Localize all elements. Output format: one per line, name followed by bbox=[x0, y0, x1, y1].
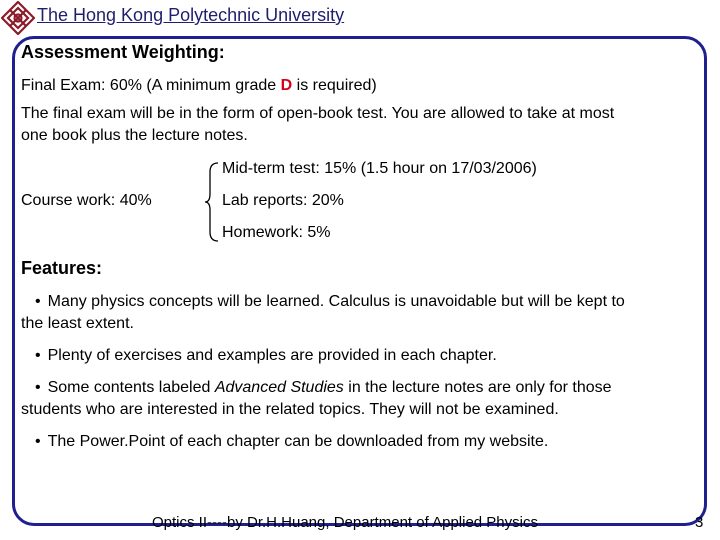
feature-text: Many physics concepts will be learned. Calculus is unavoidable but will be kept to bbox=[47, 293, 625, 310]
feature-text: The Power.Point of each chapter can be downloaded from my website. bbox=[47, 433, 549, 450]
component-midterm: Mid-term test: 15% (1.5 hour on 17/03/2006) bbox=[222, 160, 537, 177]
features-heading: Features: bbox=[21, 258, 103, 278]
final-exam-line bbox=[21, 75, 377, 97]
feature-text-italic: Advanced Studies bbox=[214, 379, 344, 396]
final-exam-grade: D bbox=[280, 77, 293, 94]
feature-item-1-line2: the least extent. bbox=[21, 315, 134, 332]
footer-credit: Optics II----by Dr.H.Huang, Department of Applied Physics bbox=[152, 514, 538, 531]
final-exam-prefix: Final Exam: 60% (A minimum grade bbox=[21, 77, 281, 94]
feature-text-suffix: in the lecture notes are only for those bbox=[343, 379, 612, 396]
feature-item-2 bbox=[21, 345, 497, 367]
university-title: The Hong Kong Polytechnic University bbox=[37, 5, 345, 25]
assessment-heading: Assessment Weighting: bbox=[21, 42, 225, 62]
feature-item-4 bbox=[21, 431, 548, 453]
brace-icon bbox=[204, 162, 220, 242]
feature-item-1-line1 bbox=[21, 291, 625, 313]
feature-text: Plenty of exercises and examples are provided in each chapter. bbox=[47, 347, 497, 364]
bullet: • bbox=[35, 347, 41, 364]
feature-text-prefix: Some contents labeled bbox=[47, 379, 215, 396]
university-logo-icon bbox=[1, 1, 35, 35]
bullet: • bbox=[35, 293, 41, 310]
component-lab: Lab reports: 20% bbox=[222, 192, 344, 209]
feature-item-3-line1 bbox=[21, 377, 612, 399]
course-work-label: Course work: 40% bbox=[21, 192, 152, 209]
bullet: • bbox=[35, 433, 41, 450]
page-number: 3 bbox=[695, 514, 704, 531]
final-exam-note-line1: The final exam will be in the form of open-book test. You are allowed to take at most bbox=[21, 105, 615, 122]
final-exam-note-line2: one book plus the lecture notes. bbox=[21, 127, 248, 144]
bullet: • bbox=[35, 379, 41, 396]
final-exam-suffix: is required) bbox=[292, 77, 377, 94]
component-homework: Homework: 5% bbox=[222, 224, 331, 241]
feature-item-3-line2: students who are interested in the related topics. They will not be examined. bbox=[21, 401, 559, 418]
